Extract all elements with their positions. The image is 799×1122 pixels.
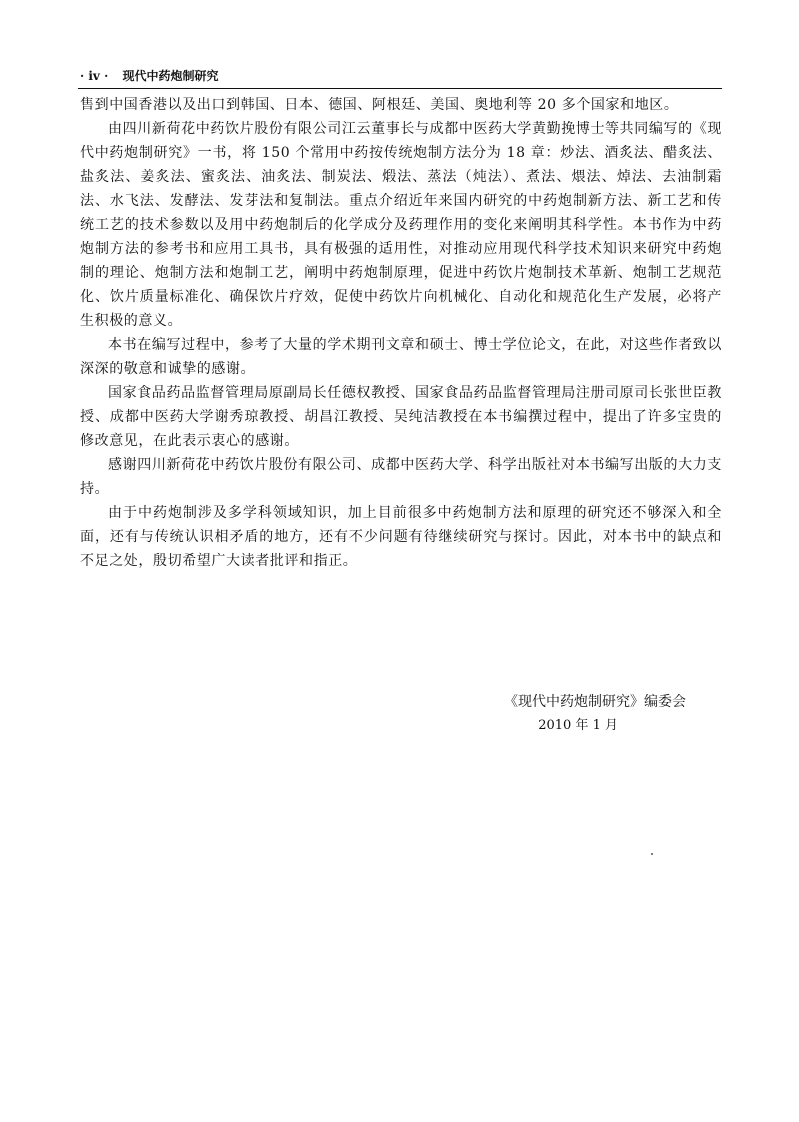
signature-date: 2010 年 1 月	[538, 718, 618, 733]
signature-organization: 《现代中药炮制研究》编委会	[504, 694, 686, 710]
paragraph-continued: 售到中国香港以及出口到韩国、日本、德国、阿根廷、美国、奥地利等 20 多个国家和地区。	[80, 97, 679, 113]
paragraph-support-thanks: 感谢四川新荷花中药饮片股份有限公司、成都中医药大学、科学出版社对本书编写出版的大力支持。	[80, 457, 722, 497]
paragraph-references-thanks: 本书在编写过程中，参考了大量的学术期刊文章和硕士、博士学位论文，在此，对这些作者致以深深的敬意和诚挚的感谢。	[80, 337, 722, 377]
header-rule	[78, 88, 722, 89]
paragraph-book-overview: 由四川新荷花中药饮片股份有限公司江云董事长与成都中医药大学黄勤挽博士等共同编写的《现代中药炮制研究》一书，将 150 个常用中药按传统炮制方法分为 18 章：炒法、酒炙法、醋炙法、盐炙法、姜炙法、蜜炙法、油炙法、制炭法、煅法、蒸法（炖法）、煮法、煨法、焯法、去油制霜法、水飞法、发酵法、发芽法和复制法。重点介绍近年来国内研究的中药炮制新方法、新工艺和传统工艺的技术参数以及用中药炮制后的化学成分及药理作用的变化来阐明其科学性。本书作为中药炮制方法的参考书和应用工具书，具有极强的适用性，对推动应用现代科学技术知识来研究中药炮制的理论、炮制方法和炮制工艺，阐明中药炮制原理，促进中药饮片炮制技术革新、炮制工艺规范化、饮片质量标准化、确保饮片疗效，促使中药饮片向机械化、自动化和规范化生产发展，必将产生积极的意义。	[80, 121, 722, 329]
signature-block	[80, 690, 722, 738]
preface-body	[80, 93, 722, 573]
paragraph-closing: 由于中药炮制涉及多学科领域知识，加上目前很多中药炮制方法和原理的研究还不够深入和全面，还有与传统认识相矛盾的地方，还有不少问题有待继续研究与探讨。因此，对本书中的缺点和不足之处，殷切希望广大读者批评和指正。	[80, 505, 722, 569]
scan-speck	[651, 853, 653, 855]
running-header	[80, 66, 218, 86]
page-number: · iv ·	[80, 69, 109, 83]
paragraph-reviewers-thanks: 国家食品药品监督管理局原副局长任德权教授、国家食品药品监督管理局注册司原司长张世臣教授、成都中医药大学谢秀琼教授、胡昌江教授、吴纯洁教授在本书编撰过程中，提出了许多宝贵的修改意见，在此表示衷心的感谢。	[80, 385, 722, 449]
running-title: 现代中药炮制研究	[122, 69, 219, 83]
